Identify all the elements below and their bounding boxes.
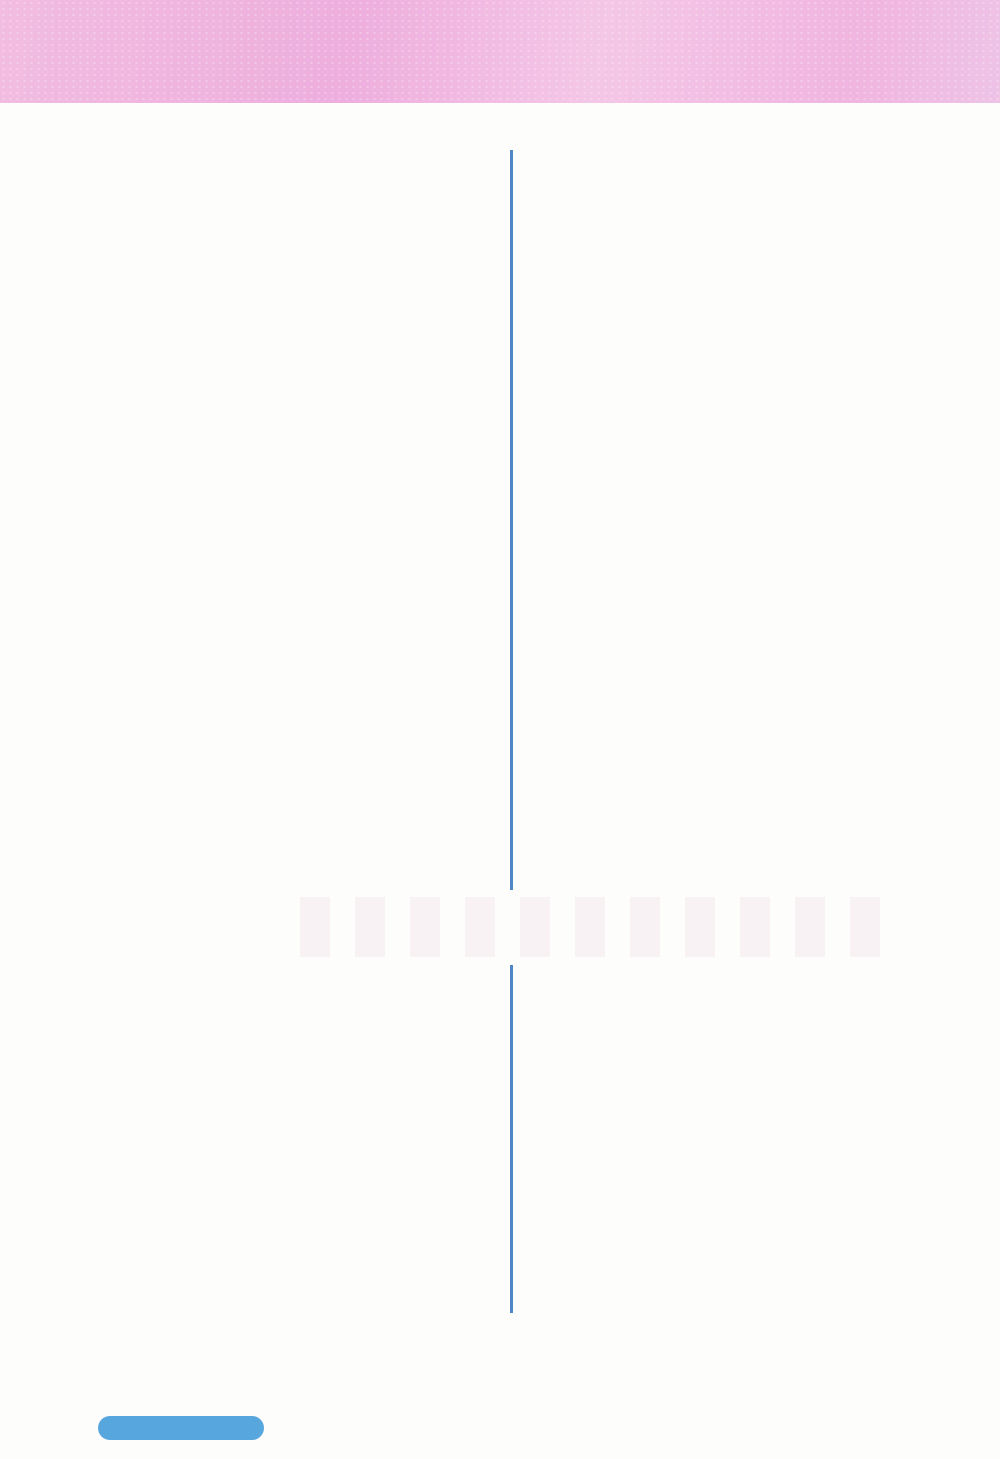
watermark-band	[300, 897, 900, 957]
column-divider-top	[510, 150, 513, 890]
column-divider-bottom	[510, 965, 513, 1313]
header-banner-texture	[0, 0, 1000, 103]
watermark-logo	[830, 1395, 990, 1455]
footer-pill	[98, 1416, 264, 1440]
